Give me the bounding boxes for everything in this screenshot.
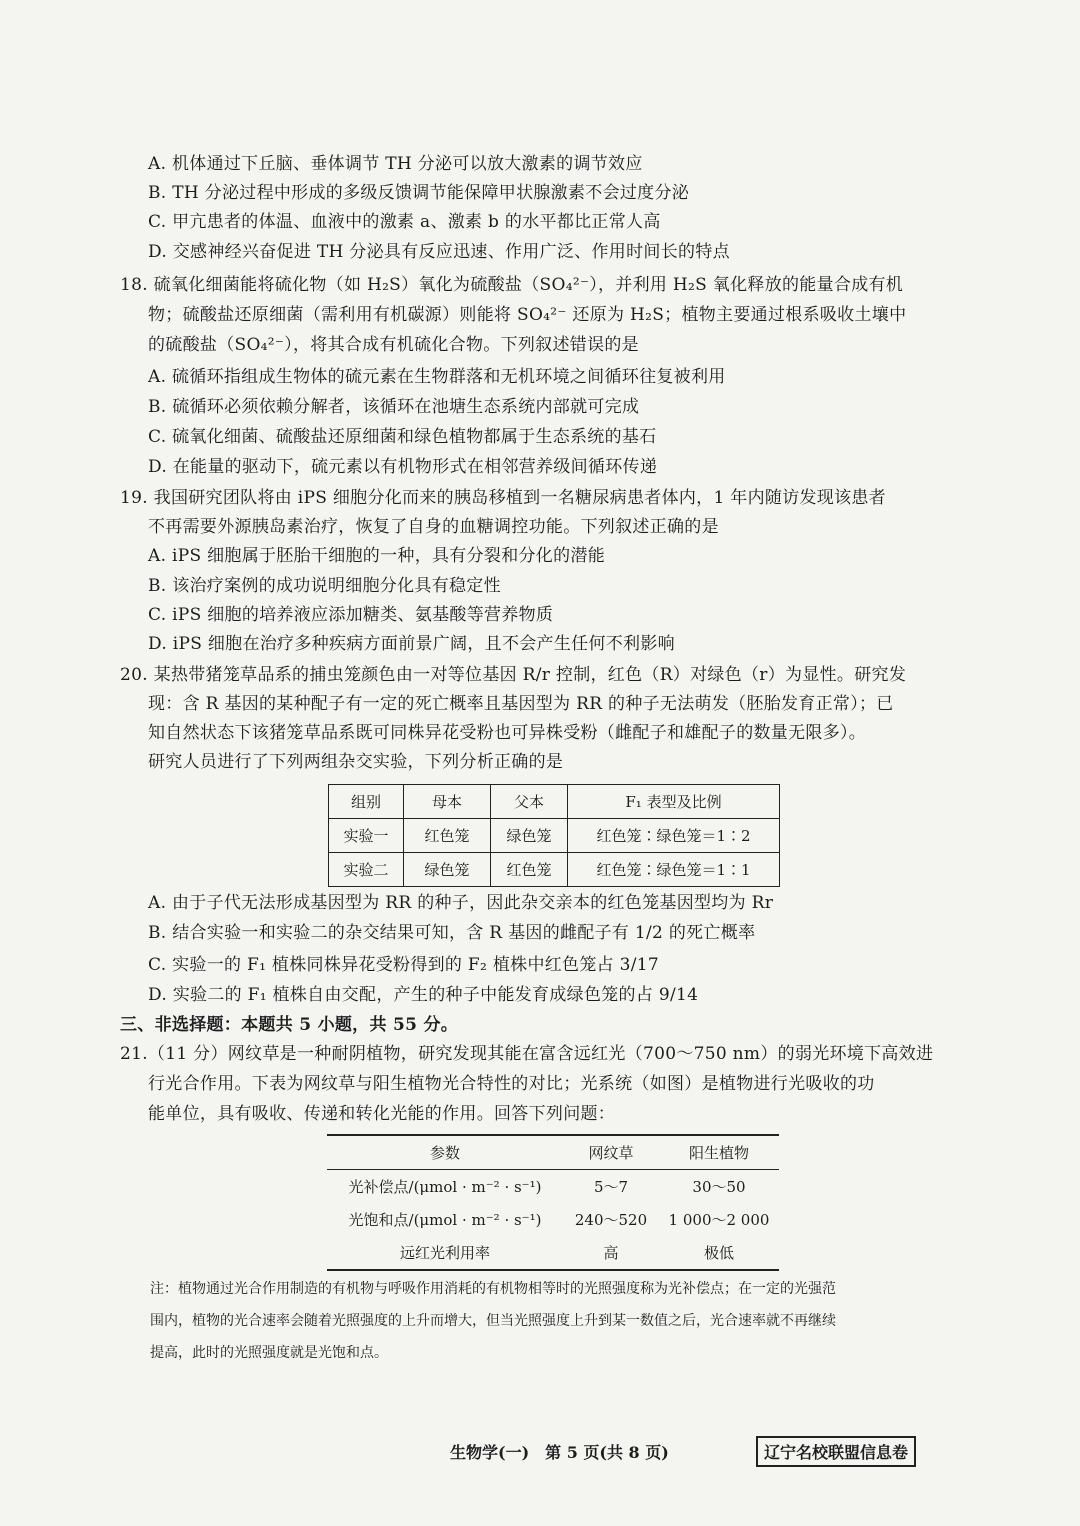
q19-option-d: D. iPS 细胞在治疗多种疾病方面前景广阔，且不会产生任何不利影响 — [148, 634, 675, 654]
q17-option-b: B. TH 分泌过程中形成的多级反馈调节能保障甲状腺激素不会过度分泌 — [148, 183, 690, 203]
table-cell: 红色笼 — [404, 819, 491, 853]
q19-option-c: C. iPS 细胞的培养液应添加糖类、氨基酸等营养物质 — [148, 605, 554, 625]
q20-stem-4: 研究人员进行了下列两组杂交实验，下列分析正确的是 — [148, 752, 564, 772]
q19-stem-1: 19. 我国研究团队将由 iPS 细胞分化而来的胰岛移植到一名糖尿病患者体内，1 年内随访发现该患者 — [120, 488, 886, 508]
table-cell: 30～50 — [692, 1178, 746, 1196]
q19-option-a: A. iPS 细胞属于胚胎干细胞的一种，具有分裂和分化的潜能 — [148, 546, 606, 566]
q21-note-1: 注：植物通过光合作用制造的有机物与呼吸作用消耗的有机物相等时的光照强度称为光补偿点；在一定的光强范 — [150, 1281, 836, 1297]
q21-param-table — [327, 1134, 779, 1271]
q18-option-c: C. 硫氧化细菌、硫酸盐还原细菌和绿色植物都属于生态系统的基石 — [148, 427, 657, 447]
table-header: 组别 — [329, 785, 404, 819]
table-cell: 1 000～2 000 — [668, 1211, 770, 1229]
page-number: 生物学(一) 第 5 页(共 8 页) — [450, 1443, 669, 1462]
table-cell: 红色笼∶绿色笼＝1∶2 — [568, 819, 780, 853]
table-cell: 高 — [563, 1236, 659, 1270]
table-cell: 红色笼 — [491, 853, 568, 887]
table-row — [329, 819, 780, 853]
q20-cross-table — [328, 784, 780, 887]
table-cell: 实验二 — [329, 853, 404, 887]
table-cell: 实验一 — [329, 819, 404, 853]
table-header-row — [327, 1135, 779, 1170]
q21-note-2: 围内，植物的光合速率会随着光照强度的上升而增大，但当光照强度上升到某一数值之后，光合速率就不再继续 — [150, 1313, 836, 1329]
table-cell: 240～520 — [574, 1211, 648, 1229]
q18-option-a: A. 硫循环指组成生物体的硫元素在生物群落和无机环境之间循环往复被利用 — [148, 367, 726, 387]
table-cell: 5～7 — [593, 1178, 629, 1196]
q17-option-c: C. 甲亢患者的体温、血液中的激素 a、激素 b 的水平都比正常人高 — [148, 212, 661, 232]
table-header: 母本 — [404, 785, 491, 819]
table-cell: 绿色笼 — [404, 853, 491, 887]
table-cell: 光饱和点/(μmol · m⁻² · s⁻¹) — [348, 1211, 542, 1229]
q20-stem-1: 20. 某热带猪笼草品系的捕虫笼颜色由一对等位基因 R/r 控制，红色（R）对绿色（r）为显性。研究发 — [120, 665, 907, 685]
table-row — [329, 853, 780, 887]
q21-stem-3: 能单位，具有吸收、传递和转化光能的作用。回答下列问题： — [148, 1104, 616, 1124]
table-header: 参数 — [327, 1135, 563, 1170]
table-cell: 光补偿点/(μmol · m⁻² · s⁻¹) — [348, 1178, 542, 1196]
table-cell: 远红光利用率 — [327, 1236, 563, 1270]
q20-stem-2: 现：含 R 基因的某种配子有一定的死亡概率且基因型为 RR 的种子无法萌发（胚胎发育正常）；已 — [148, 694, 894, 714]
q19-option-b: B. 该治疗案例的成功说明细胞分化具有稳定性 — [148, 576, 501, 596]
q20-option-b: B. 结合实验一和实验二的杂交结果可知，含 R 基因的雌配子有 1/2 的死亡概率 — [148, 923, 756, 943]
section-heading: 三、非选择题：本题共 5 小题，共 55 分。 — [120, 1015, 459, 1035]
q21-note-3: 提高，此时的光照强度就是光饱和点。 — [150, 1345, 388, 1361]
table-row — [327, 1236, 779, 1270]
table-row — [327, 1203, 779, 1236]
q21-stem-1: 21.（11 分）网纹草是一种耐阴植物，研究发现其能在富含远红光（700～750 nm）的弱光环境下高效进 — [120, 1044, 934, 1064]
q20-option-c: C. 实验一的 F₁ 植株同株异花受粉得到的 F₂ 植株中红色笼占 3/17 — [148, 955, 660, 975]
table-header: 阳生植物 — [659, 1135, 779, 1170]
q18-option-d: D. 在能量的驱动下，硫元素以有机物形式在相邻营养级间循环传递 — [148, 457, 658, 477]
table-header: 网纹草 — [563, 1135, 659, 1170]
table-header: 父本 — [491, 785, 568, 819]
q20-stem-3: 知自然状态下该猪笼草品系既可同株异花受粉也可异株受粉（雌配子和雄配子的数量无限多）。 — [148, 723, 867, 743]
table-cell: 绿色笼 — [491, 819, 568, 853]
q18-option-b: B. 硫循环必须依赖分解者，该循环在池塘生态系统内部就可完成 — [148, 397, 640, 417]
q17-option-a: A. 机体通过下丘脑、垂体调节 TH 分泌可以放大激素的调节效应 — [148, 154, 643, 174]
table-row — [327, 1170, 779, 1204]
q20-option-d: D. 实验二的 F₁ 植株自由交配，产生的种子中能发育成绿色笼的占 9/14 — [148, 985, 699, 1005]
q18-stem-3: 的硫酸盐（SO₄²⁻），将其合成有机硫化合物。下列叙述错误的是 — [148, 335, 639, 355]
q19-stem-2: 不再需要外源胰岛素治疗，恢复了自身的血糖调控功能。下列叙述正确的是 — [148, 517, 719, 537]
q18-stem-1: 18. 硫氧化细菌能将硫化物（如 H₂S）氧化为硫酸盐（SO₄²⁻），并利用 H₂S 氧化释放的能量合成有机 — [120, 275, 904, 295]
table-cell: 极低 — [659, 1236, 779, 1270]
q17-option-d: D. 交感神经兴奋促进 TH 分泌具有反应迅速、作用广泛、作用时间长的特点 — [148, 242, 730, 262]
table-cell: 红色笼∶绿色笼＝1∶1 — [568, 853, 780, 887]
q21-stem-2: 行光合作用。下表为网纹草与阳生植物光合特性的对比；光系统（如图）是植物进行光吸收的功 — [148, 1074, 875, 1094]
brand-label: 辽宁名校联盟信息卷 — [756, 1436, 916, 1467]
q20-option-a: A. 由于子代无法形成基因型为 RR 的种子，因此杂交亲本的红色笼基因型均为 Rr — [148, 893, 774, 913]
table-header: F₁ 表型及比例 — [568, 785, 780, 819]
table-header-row — [329, 785, 780, 819]
q18-stem-2: 物；硫酸盐还原细菌（需利用有机碳源）则能将 SO₄²⁻ 还原为 H₂S；植物主要通过根系吸收土壤中 — [148, 305, 907, 325]
